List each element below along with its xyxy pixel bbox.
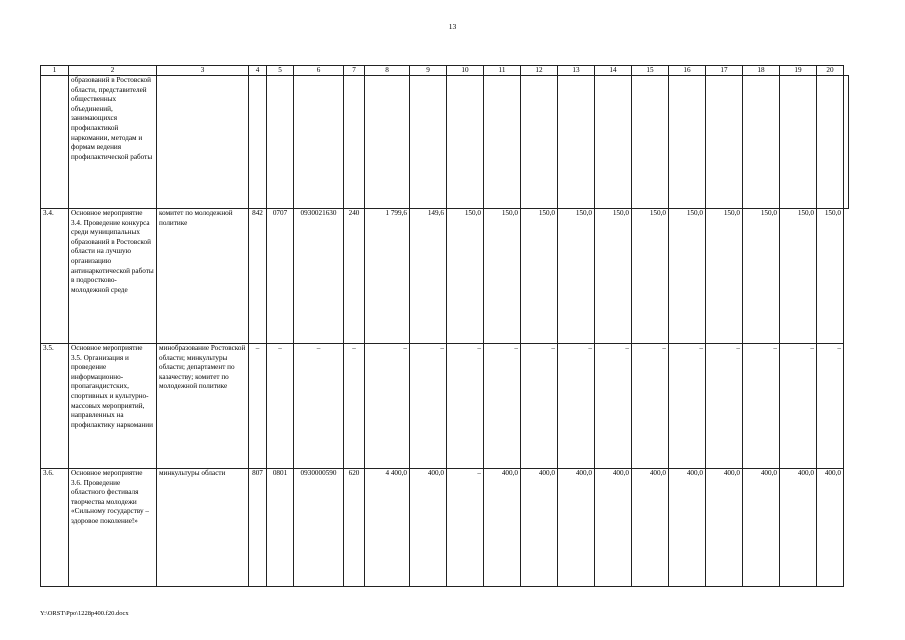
value-cell: 0930021630 (294, 209, 344, 344)
column-header: 15 (632, 66, 669, 76)
column-header: 7 (344, 66, 365, 76)
value-cell: – (669, 344, 706, 469)
value-cell: – (521, 344, 558, 469)
value-cell (521, 76, 558, 209)
value-cell: – (365, 344, 410, 469)
value-cell: – (447, 344, 484, 469)
value-cell (669, 76, 706, 209)
value-cell: 150,0 (484, 209, 521, 344)
value-cell: – (294, 344, 344, 469)
value-cell (844, 76, 849, 209)
value-cell: 400,0 (410, 469, 447, 587)
file-path-footer: Y:\ORST\Ppo\1228p400.f20.docx (40, 610, 129, 617)
budget-table (40, 65, 849, 587)
column-header: 16 (669, 66, 706, 76)
value-cell: 150,0 (743, 209, 780, 344)
value-cell: 400,0 (780, 469, 817, 587)
table-row (41, 469, 849, 587)
value-cell (817, 76, 844, 209)
column-header: 6 (294, 66, 344, 76)
table-row (41, 344, 849, 469)
table-row (41, 76, 849, 209)
value-cell: – (267, 344, 294, 469)
value-cell: 400,0 (595, 469, 632, 587)
value-cell: 620 (344, 469, 365, 587)
value-cell: 149,6 (410, 209, 447, 344)
column-header: 10 (447, 66, 484, 76)
value-cell: 400,0 (484, 469, 521, 587)
row-number: 3.6. (41, 469, 69, 587)
value-cell (249, 76, 267, 209)
executor: комитет по молодежной политике (157, 209, 249, 344)
executor: минобразование Ростовской области; минкультуры области; департамент по казачеству; комитет по молодежной политике (157, 344, 249, 469)
row-number (41, 76, 69, 209)
value-cell: 150,0 (632, 209, 669, 344)
value-cell: – (447, 469, 484, 587)
column-header: 13 (558, 66, 595, 76)
column-header: 19 (780, 66, 817, 76)
measure-name: Основное мероприятие 3.6. Проведение областного фестиваля творчества молодежи «Сильному государству – здоровое поколение!» (69, 469, 157, 587)
value-cell: – (706, 344, 743, 469)
value-cell: – (595, 344, 632, 469)
value-cell: 807 (249, 469, 267, 587)
value-cell: – (484, 344, 521, 469)
value-cell: – (780, 344, 817, 469)
value-cell: 150,0 (706, 209, 743, 344)
value-cell: 400,0 (558, 469, 595, 587)
value-cell (632, 76, 669, 209)
column-header: 11 (484, 66, 521, 76)
column-header: 17 (706, 66, 743, 76)
value-cell: 400,0 (632, 469, 669, 587)
value-cell (365, 76, 410, 209)
value-cell (484, 76, 521, 209)
value-cell: 400,0 (521, 469, 558, 587)
column-header: 3 (157, 66, 249, 76)
value-cell (410, 76, 447, 209)
value-cell: – (249, 344, 267, 469)
value-cell: 150,0 (780, 209, 817, 344)
row-number: 3.4. (41, 209, 69, 344)
value-cell (558, 76, 595, 209)
value-cell: 400,0 (706, 469, 743, 587)
column-header: 1 (41, 66, 69, 76)
value-cell (780, 76, 817, 209)
value-cell: 0930000590 (294, 469, 344, 587)
value-cell: 150,0 (817, 209, 844, 344)
value-cell: 4 400,0 (365, 469, 410, 587)
value-cell (706, 76, 743, 209)
row-number: 3.5. (41, 344, 69, 469)
value-cell: – (344, 344, 365, 469)
value-cell: 150,0 (447, 209, 484, 344)
value-cell (344, 76, 365, 209)
value-cell: 0707 (267, 209, 294, 344)
value-cell: 842 (249, 209, 267, 344)
column-header: 4 (249, 66, 267, 76)
value-cell (743, 76, 780, 209)
column-header: 20 (817, 66, 844, 76)
executor: минкультуры области (157, 469, 249, 587)
column-header: 9 (410, 66, 447, 76)
value-cell: 150,0 (669, 209, 706, 344)
value-cell: 0801 (267, 469, 294, 587)
column-header: 5 (267, 66, 294, 76)
value-cell (267, 76, 294, 209)
value-cell: 240 (344, 209, 365, 344)
value-cell: 400,0 (669, 469, 706, 587)
value-cell (595, 76, 632, 209)
value-cell (294, 76, 344, 209)
column-header: 18 (743, 66, 780, 76)
value-cell: 400,0 (817, 469, 844, 587)
value-cell: – (410, 344, 447, 469)
value-cell: 150,0 (595, 209, 632, 344)
value-cell: 400,0 (743, 469, 780, 587)
measure-name: образований в Ростовской области, представителей общественных объединений, занимающихся профилактикой наркомании, методам и формам ведения профилактической работы (69, 76, 157, 209)
measure-name: Основное мероприятие 3.5. Организация и проведение информационно-пропагандистских, спортивных и культурно-массовых мероприятий, направленных на профилактику наркомании (69, 344, 157, 469)
value-cell: 150,0 (521, 209, 558, 344)
value-cell: – (743, 344, 780, 469)
value-cell: – (632, 344, 669, 469)
value-cell: – (558, 344, 595, 469)
measure-name: Основное мероприятие 3.4. Проведение конкурса среди муниципальных образований в Ростовской области на лучшую организацию антинаркотической работы в подростково-молодежной среде (69, 209, 157, 344)
column-header: 14 (595, 66, 632, 76)
column-header: 12 (521, 66, 558, 76)
column-header: 2 (69, 66, 157, 76)
page-number: 13 (448, 22, 457, 31)
column-header: 8 (365, 66, 410, 76)
value-cell: 150,0 (558, 209, 595, 344)
header-row (41, 66, 849, 76)
value-cell (447, 76, 484, 209)
value-cell: – (817, 344, 844, 469)
executor (157, 76, 249, 209)
value-cell: 1 799,6 (365, 209, 410, 344)
table-row (41, 209, 849, 344)
